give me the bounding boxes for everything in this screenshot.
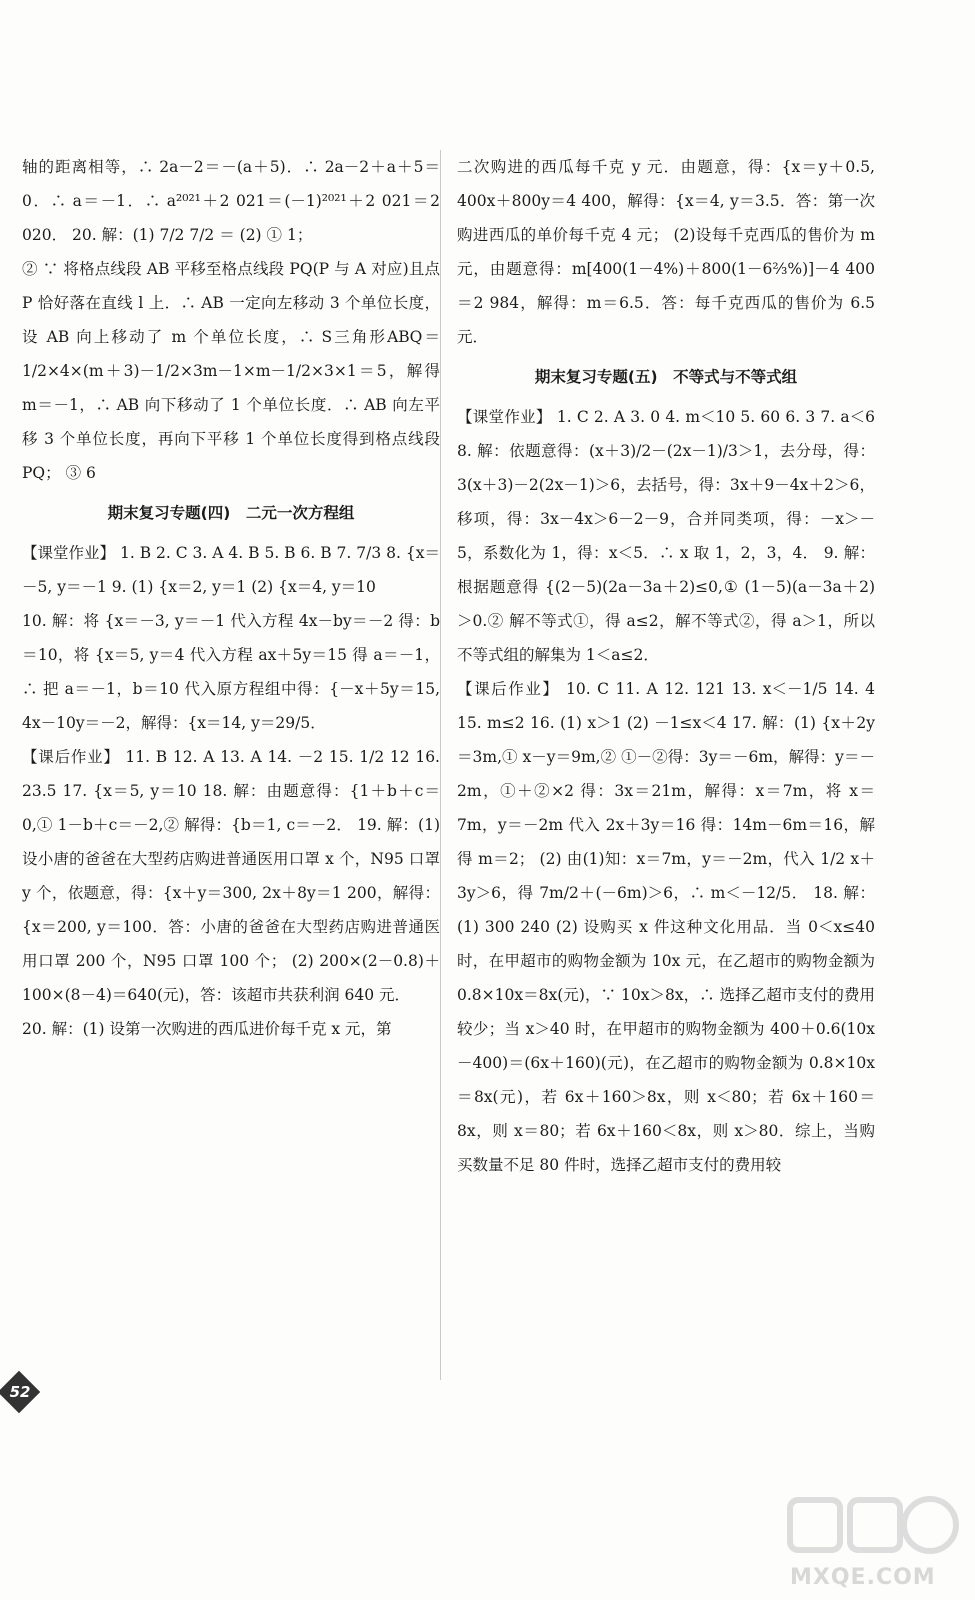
right-column — [457, 150, 875, 1182]
watermark-text: MXQE.COM — [790, 1565, 936, 1590]
right-paragraph-1: 二次购进的西瓜每千克 y 元．由题意，得：{x＝y＋0.5, 400x＋800y＝4 400，解得：{x＝4, y＝3.5．答：第一次购进西瓜的单价每千克 4 元； (2)设每千克西瓜的售价为 m 元，由题意得：m[400(1－4%)＋800(1－6⅔%)]－4 400＝2 984，解得：m＝6.5．答：每千克西瓜的售价为 6.5 元． — [457, 158, 875, 346]
left-paragraph-3: 【课堂作业】 1. B 2. C 3. A 4. B 5. B 6. B 7. 7/3 8. {x＝－5, y＝－1 9. (1) {x＝2, y＝1 (2) {x＝4, y＝10 — [22, 544, 440, 596]
left-column — [22, 150, 440, 1046]
section-heading-5: 期末复习专题(五) 不等式与不等式组 — [534, 368, 798, 386]
page-number: 52 — [9, 1383, 31, 1401]
left-paragraph-4: 10. 解：将 {x＝－3, y＝－1 代入方程 4x－by＝－2 得：b＝10，将 {x＝5, y＝4 代入方程 ax＋5y＝15 得 a＝－1，∴ 把 a＝－1，b＝10 代入原方程组中得：{－x＋5y＝15, 4x－10y＝－2，解得：{x＝14, y＝29/5． — [22, 612, 440, 732]
left-paragraph-1: 轴的距离相等，∴ 2a－2＝－(a＋5)．∴ 2a－2＋a＋5＝0．∴ a＝－1．∴ a²⁰²¹＋2 021＝(－1)²⁰²¹＋2 021＝2 020． 20. 解：(1) 7/2 7/2 ＝ (2) ① 1； — [22, 158, 440, 244]
right-paragraph-2: 【课堂作业】 1. C 2. A 3. 0 4. m＜10 5. 60 6. 3 7. a＜6 8. 解：依题意得：(x＋3)/2－(2x－1)/3＞1，去分母，得：3(x＋3)－2(2x－1)＞6，去括号，得：3x＋9－4x＋2＞6，移项，得：3x－4x＞6－2－9，合并同类项，得：－x＞－5，系数化为 1，得：x＜5．∴ x 取 1，2，3，4． 9. 解：根据题意得 {(2－5)(2a－3a＋2)≤0,① (1－5)(a－3a＋2)＞0.② 解不等式①，得 a≤2，解不等式②，得 a＞1，所以不等式组的解集为 1＜a≤2． — [457, 408, 875, 664]
right-paragraph-3: 【课后作业】 10. C 11. A 12. 121 13. x＜－1/5 14. 4 15. m≤2 16. (1) x＞1 (2) －1≤x＜4 17. 解：(1) {x＋2y＝3m,① x－y＝9m,② ①－②得：3y＝－6m，解得：y＝－2m，①＋②×2 得：3x＝21m，解得：x＝7m，将 x＝7m，y＝－2m 代入 2x＋3y＝16 得：14m－6m＝16，解得 m＝2； (2) 由(1)知：x＝7m，y＝－2m，代入 1/2 x＋3y＞6，得 7m/2＋(－6m)＞6，∴ m＜－12/5． 18. 解：(1) 300 240 (2) 设购买 x 件这种文化用品．当 0＜x≤40 时，在甲超市的购物金额为 10x 元，在乙超市的购物金额为 0.8×10x＝8x(元)，∵ 10x＞8x，∴ 选择乙超市支付的费用较少；当 x＞40 时，在甲超市的购物金额为 400＋0.6(10x－400)＝(6x＋160)(元)，在乙超市的购物金额为 0.8×10x＝8x(元)，若 6x＋160＞8x，则 x＜80；若 6x＋160＝8x，则 x＝80；若 6x＋160＜8x，则 x＞80．综上，当购买数量不足 80 件时，选择乙超市支付的费用较 — [457, 680, 875, 1174]
left-paragraph-5: 【课后作业】 11. B 12. A 13. A 14. －2 15. 1/2 12 16. 23.5 17. {x＝5, y＝10 18. 解：由题意得：{1＋b＋c＝0,① 1－b＋c＝－2,② 解得：{b＝1, c＝－2． 19. 解：(1) 设小唐的爸爸在大型药店购进普通医用口罩 x 个，N95 口罩 y 个，依题意，得：{x＋y＝300, 2x＋8y＝1 200，解得：{x＝200, y＝100．答：小唐的爸爸在大型药店购进普通医用口罩 200 个，N95 口罩 100 个； (2) 200×(2－0.8)＋100×(8－4)＝640(元)，答：该超市共获利润 640 元． — [22, 748, 440, 1004]
section-heading-4: 期末复习专题(四) 二元一次方程组 — [107, 504, 355, 522]
column-divider — [440, 150, 441, 1380]
left-paragraph-6: 20. 解：(1) 设第一次购进的西瓜进价每千克 x 元，第 — [22, 1020, 392, 1038]
left-paragraph-2: ② ∵ 将格点线段 AB 平移至格点线段 PQ(P 与 A 对应)且点 P 恰好落在直线 l 上．∴ AB 一定向左移动 3 个单位长度，设 AB 向上移动了 m 个单位长度，∴ S三角形ABQ＝1/2×4×(m＋3)－1/2×3m－1×m－1/2×3×1＝5，解得 m＝－1，∴ AB 向下移动了 1 个单位长度．∴ AB 向左平移 3 个单位长度，再向下平移 1 个单位长度得到格点线段 PQ； ③ 6 — [22, 260, 440, 482]
page-number-badge — [0, 1372, 40, 1412]
